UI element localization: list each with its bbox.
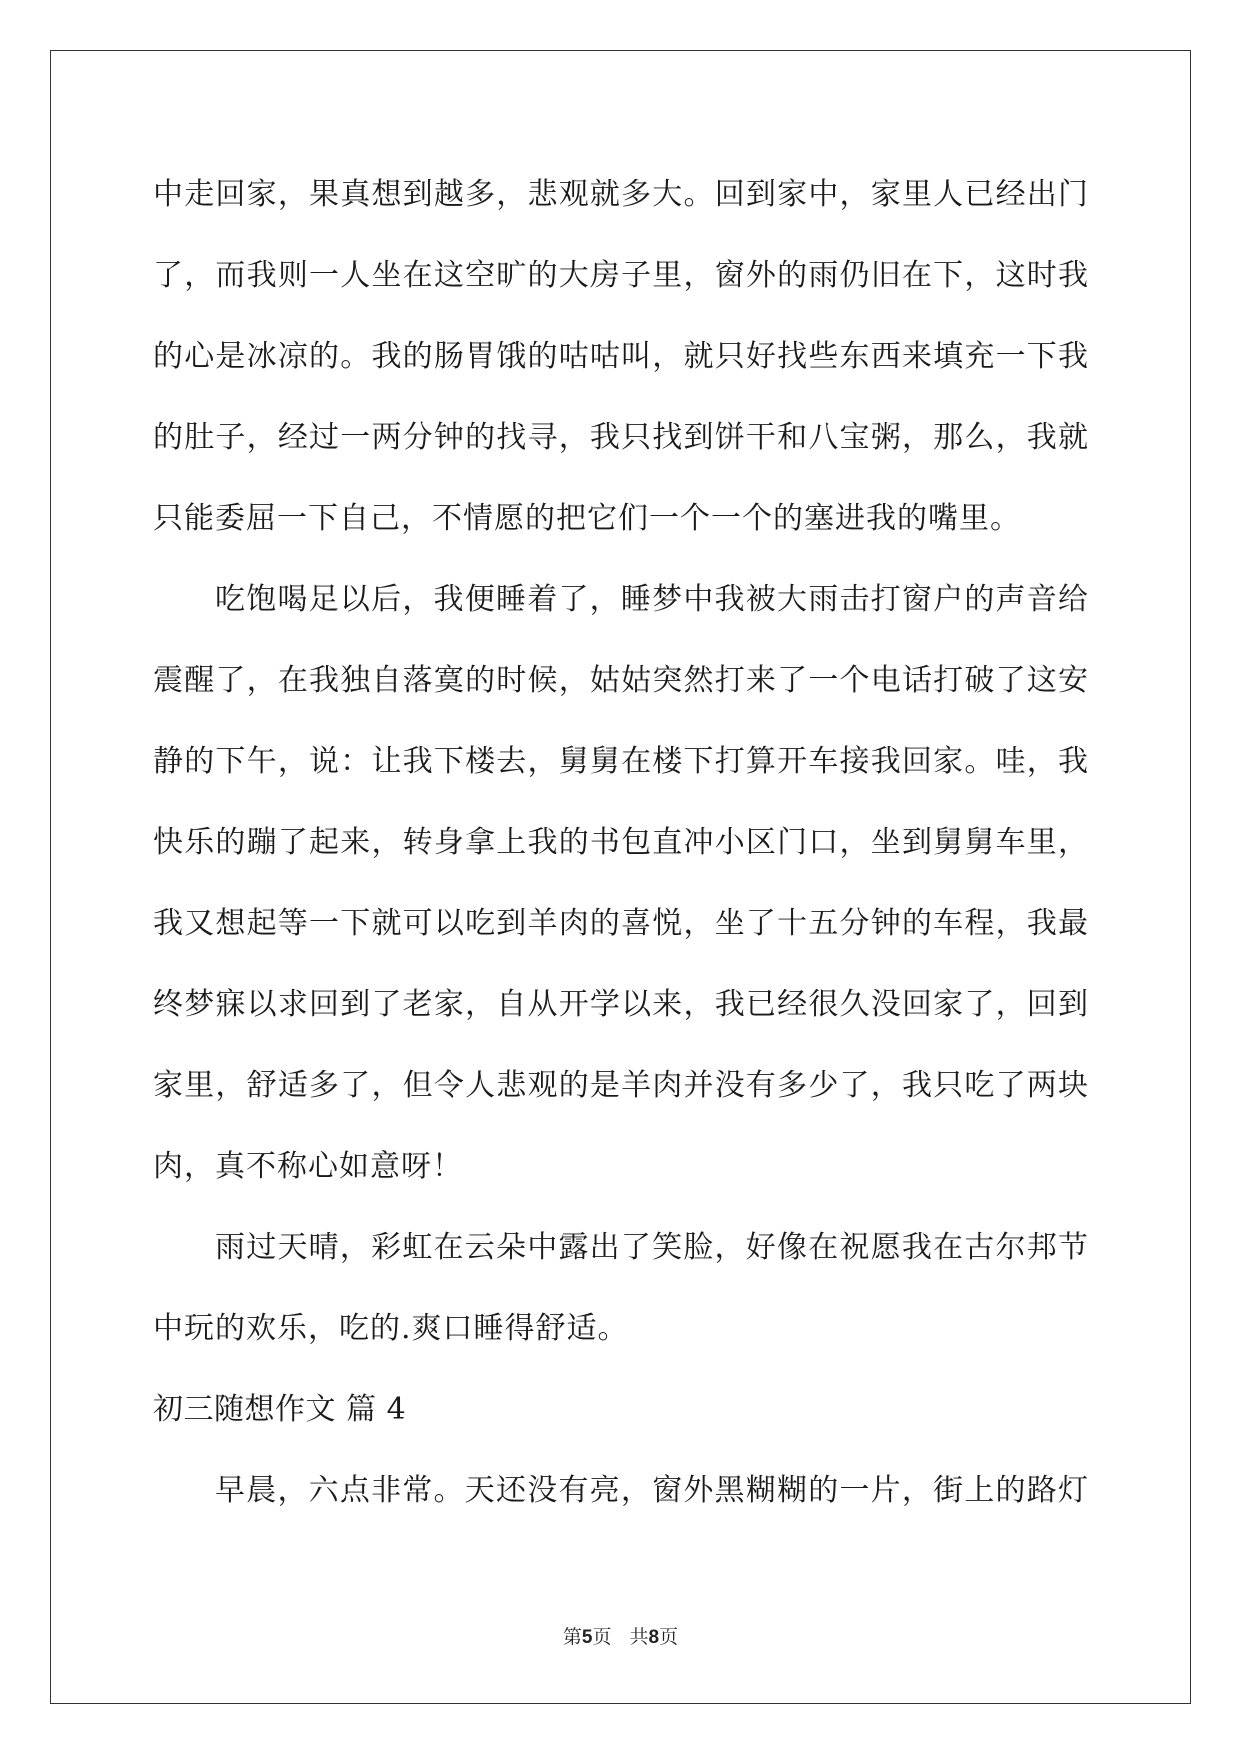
text-line: 的心是冰凉的。我的肠胃饿的咕咕叫，就只好找些东西来填充一下我 — [153, 339, 1089, 374]
paragraph-first-line: 吃饱喝足以后，我便睡着了，睡梦中我被大雨击打窗户的声音给 — [215, 582, 1089, 617]
text-line: 震醒了，在我独自落寞的时候，姑姑突然打来了一个电话打破了这安 — [153, 663, 1089, 698]
page-mid: 页 — [592, 1626, 612, 1648]
page-current: 5 — [581, 1627, 593, 1648]
text-line: 我又想起等一下就可以吃到羊肉的喜悦，坐了十五分钟的车程，我最 — [153, 906, 1089, 941]
text-line: 中走回家，果真想到越多，悲观就多大。回到家中，家里人已经出门 — [153, 177, 1089, 212]
text-line: 了，而我则一人坐在这空旷的大房子里，窗外的雨仍旧在下，这时我 — [153, 258, 1089, 293]
total-prefix: 共 — [629, 1626, 649, 1648]
page-footer — [0, 1622, 1241, 1649]
text-line: 快乐的蹦了起来，转身拿上我的书包直冲小区门口，坐到舅舅车里， — [153, 825, 1089, 860]
paragraph-first-line: 雨过天晴，彩虹在云朵中露出了笑脸，好像在祝愿我在古尔邦节 — [215, 1230, 1089, 1265]
page-prefix: 第 — [562, 1626, 582, 1648]
paragraph-first-line: 早晨，六点非常。天还没有亮，窗外黑糊糊的一片，街上的路灯 — [215, 1473, 1089, 1508]
text-line: 肉，真不称心如意呀！ — [153, 1149, 463, 1184]
section-heading: 初三随想作文 篇 4 — [153, 1392, 407, 1427]
page-total: 8 — [648, 1627, 660, 1648]
text-line: 只能委屈一下自己，不情愿的把它们一个一个的塞进我的嘴里。 — [153, 501, 1021, 536]
text-line: 静的下午，说：让我下楼去，舅舅在楼下打算开车接我回家。哇，我 — [153, 744, 1089, 779]
text-line: 终梦寐以求回到了老家，自从开学以来，我已经很久没回家了，回到 — [153, 987, 1089, 1022]
total-suffix: 页 — [659, 1626, 679, 1648]
text-line: 中玩的欢乐，吃的.爽口睡得舒适。 — [153, 1311, 629, 1346]
text-line: 的肚子，经过一两分钟的找寻，我只找到饼干和八宝粥，那么，我就 — [153, 420, 1089, 455]
text-line: 家里，舒适多了，但令人悲观的是羊肉并没有多少了，我只吃了两块 — [153, 1068, 1089, 1103]
document-body — [153, 154, 1089, 1531]
